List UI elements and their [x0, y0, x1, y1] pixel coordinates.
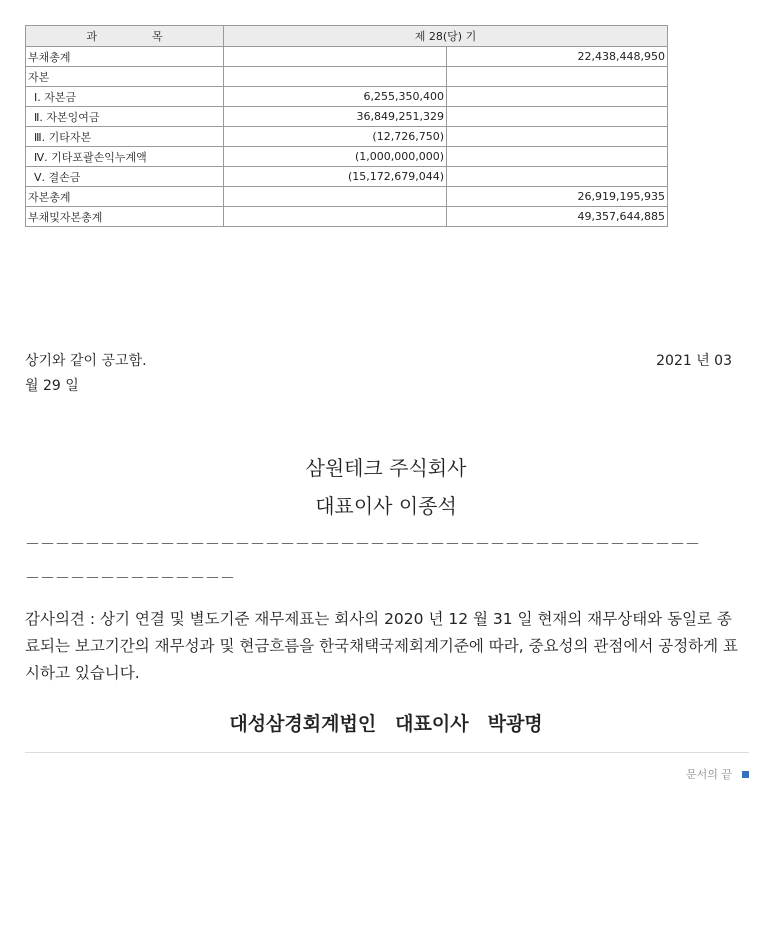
row-subtotal-value [224, 187, 447, 207]
row-account-name: 자본 [26, 67, 224, 87]
table-row [26, 107, 668, 127]
row-total-value: 26,919,195,935 [447, 187, 668, 207]
document-end [686, 766, 749, 782]
row-subtotal-value: (1,000,000,000) [224, 147, 447, 167]
row-subtotal-value [224, 67, 447, 87]
row-account-name: Ⅰ. 자본금 [26, 87, 224, 107]
table-row [26, 187, 668, 207]
row-account-name: Ⅲ. 기타자본 [26, 127, 224, 147]
company-ceo: 대표이사 이종석 [315, 494, 457, 518]
row-total-value: 22,438,448,950 [447, 47, 668, 67]
row-account-name: 부채및자본총계 [26, 207, 224, 227]
notice-date-part1: 2021 년 03 [656, 353, 732, 369]
row-subtotal-value: 36,849,251,329 [224, 107, 447, 127]
table-row [26, 207, 668, 227]
divider [25, 752, 749, 753]
notice-text: 상기와 같이 공고함. [25, 353, 147, 369]
table-row [26, 167, 668, 187]
row-account-name: 부채총계 [26, 47, 224, 67]
header-account: 과 목 [26, 26, 224, 47]
row-total-value [447, 147, 668, 167]
row-account-name: Ⅴ. 결손금 [26, 167, 224, 187]
table-header-row [26, 26, 668, 47]
notice-date-part2: 월 29 일 [25, 378, 79, 394]
financial-table [25, 25, 668, 227]
table-row [26, 147, 668, 167]
row-account-name: Ⅳ. 기타포괄손익누계액 [26, 147, 224, 167]
table-row [26, 87, 668, 107]
table-row [26, 47, 668, 67]
row-account-name: Ⅱ. 자본잉여금 [26, 107, 224, 127]
company-name: 삼원테크 주식회사 [305, 456, 467, 480]
table-row [26, 67, 668, 87]
separator-line-2: －－－－－－－－－－－－－－ [25, 569, 236, 587]
document-end-label: 문서의 끝 [685, 768, 732, 781]
row-total-value: 49,357,644,885 [447, 207, 668, 227]
row-subtotal-value: 6,255,350,400 [224, 87, 447, 107]
row-total-value [447, 127, 668, 147]
row-subtotal-value: (12,726,750) [224, 127, 447, 147]
table-row [26, 127, 668, 147]
row-subtotal-value: (15,172,679,044) [224, 167, 447, 187]
row-subtotal-value [224, 207, 447, 227]
row-total-value [447, 107, 668, 127]
audit-opinion: 감사의견 : 상기 연결 및 별도기준 재무제표는 회사의 2020 년 12 월 31 일 현재의 재무상태와 동일로 종료되는 보고기간의 재무성과 및 현금흐름을 한국채택국제회계기준에 따라, 중요성의 관점에서 공정하게 표시하고 있습니다. [25, 610, 739, 682]
audit-firm: 대성삼경회계법인 대표이사 박광명 [229, 713, 543, 735]
row-total-value [447, 67, 668, 87]
row-total-value [447, 87, 668, 107]
row-subtotal-value [224, 47, 447, 67]
square-icon [742, 771, 749, 778]
row-account-name: 자본총계 [26, 187, 224, 207]
header-period: 제 28(당) 기 [224, 26, 668, 47]
separator-line-1: －－－－－－－－－－－－－－－－－－－－－－－－－－－－－－－－－－－－－－－－－－－－－ [25, 535, 701, 553]
row-total-value [447, 167, 668, 187]
